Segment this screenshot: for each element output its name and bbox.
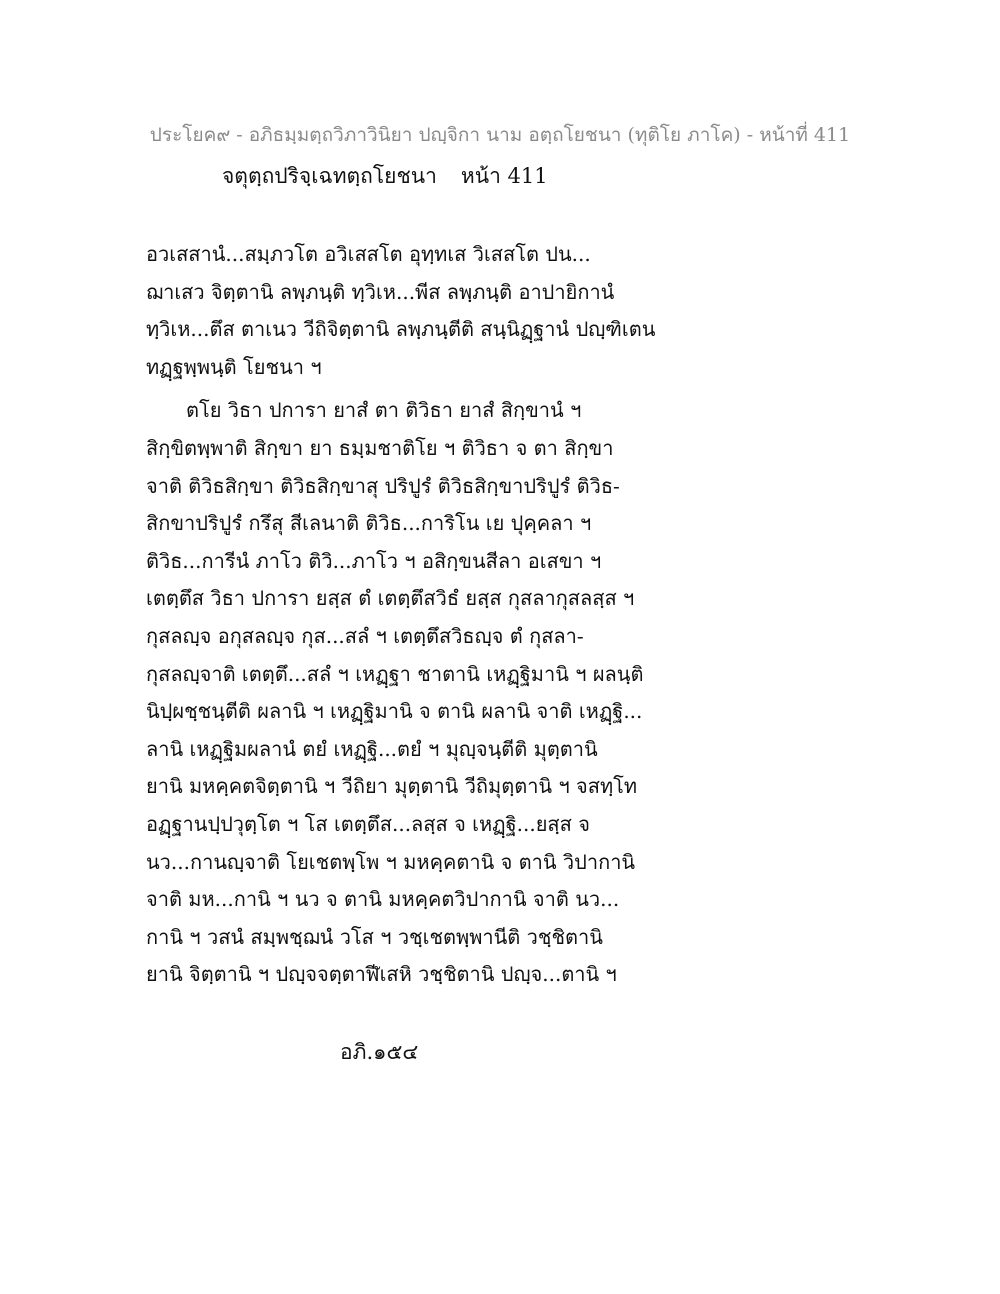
text-line: ฌาเสว จิตฺตานิ ลพฺภนฺติ ทฺวิเห...พีส ลพฺภนฺติ อาปายิกานํ [146, 279, 615, 304]
page-code: อภิ.๑๕๔ [340, 1040, 419, 1064]
text-line: ทฺวิเห...ตึส ตาเนว วีถิจิตฺตานิ ลพฺภนฺตีติ สนฺนิฏฺฐานํ ปญฺฑิเตน [146, 317, 656, 342]
text-line: ยานิ จิตฺตานิ ฯ ปญฺจจตฺตาฬีเสหิ วชฺชิตานิ ปญฺจ...ตานิ ฯ [146, 962, 617, 987]
paragraph-1 [146, 236, 666, 386]
page-heading [222, 160, 548, 193]
text-line: ลานิ เหฏฺฐิมผลานํ ตยํ เหฏฺฐิ...ตยํ ฯ มุญฺจนฺตีติ มุตฺตานิ [146, 736, 598, 761]
running-header: ประโยค๙ - อภิธมฺมตฺถวิภาวินิยา ปญฺจิกา นาม อตฺถโยชนา (ทุติโย ภาโค) - หน้าที่ 411 [149, 124, 851, 146]
text-line: ทฏฺฐพฺพนฺติ โยชนา ฯ [146, 354, 322, 379]
paragraph-2 [146, 392, 666, 994]
text-line: จาติ ติวิธสิกฺขา ติวิธสิกฺขาสุ ปริปูรํ ติวิธสิกฺขาปริปูรํ ติวิธ- [146, 473, 620, 498]
body-text [146, 236, 666, 994]
text-line: เตตฺตึส วิธา ปการา ยสฺส ตํ เตตฺตึสวิธํ ยสฺส กุสลากุสลสฺส ฯ [146, 586, 635, 611]
text-line: สิกฺขิตพฺพาติ สิกฺขา ยา ธมฺมชาติโย ฯ ติวิธา จ ตา สิกฺขา [146, 435, 614, 460]
text-line: สิกขาปริปูรํ กรึสุ สีเลนาติ ติวิธ...การิโน เย ปุคฺคลา ฯ [146, 511, 592, 536]
text-line: อวเสสานํ...สมฺภวโต อวิเสสโต อุทฺทเส วิเสสโต ปน... [146, 242, 591, 266]
text-line: ยานิ มหคฺคตจิตฺตานิ ฯ วีถิยา มุตฺตานิ วีถิมุตฺตานิ ฯ จสทฺโท [146, 774, 638, 799]
text-line: อฏฺฐานปฺปวุตฺโต ฯ โส เตตฺตึส...ลสฺส จ เหฏฺฐิ...ยสฺส จ [146, 811, 590, 836]
text-line: กุสลญฺจาติ เตตฺตึ...สลํ ฯ เหฏฺฐา ชาตานิ เหฏฺฐิมานิ ฯ ผลนฺติ [146, 661, 644, 686]
text-line: นิปฺผชฺชนฺตีติ ผลานิ ฯ เหฏฺฐิมานิ จ ตานิ ผลานิ จาติ เหฏฺฐิ... [146, 699, 643, 724]
text-line: กานิ ฯ วสนํ สมฺพชฺฌนํ วโส ฯ วชฺเชตพฺพานีติ วชฺชิตานิ [146, 924, 603, 949]
text-line: นว...กานญฺจาติ โยเชตพฺโพ ฯ มหคฺคตานิ จ ตานิ วิปากานิ [146, 849, 636, 874]
section-title: จตุตฺถปริจฺเฉทตฺถโยชนา [222, 164, 437, 188]
text-line: ตโย วิธา ปการา ยาสํ ตา ติวิธา ยาสํ สิกฺขานํ ฯ [186, 398, 582, 423]
page-number-label: หน้า 411 [460, 164, 548, 188]
text-line: กุสลญฺจ อกุสลญฺจ กุส...สลํ ฯ เตตฺตึสวิธญฺจ ตํ กุสลา- [146, 623, 584, 648]
text-line: ติวิธ...การีนํ ภาโว ติวิ...ภาโว ฯ อสิกฺขนสีลา อเสขา ฯ [146, 548, 602, 573]
text-line: จาติ มห...กานิ ฯ นว จ ตานิ มหคฺคตวิปากานิ จาติ นว... [146, 887, 620, 912]
